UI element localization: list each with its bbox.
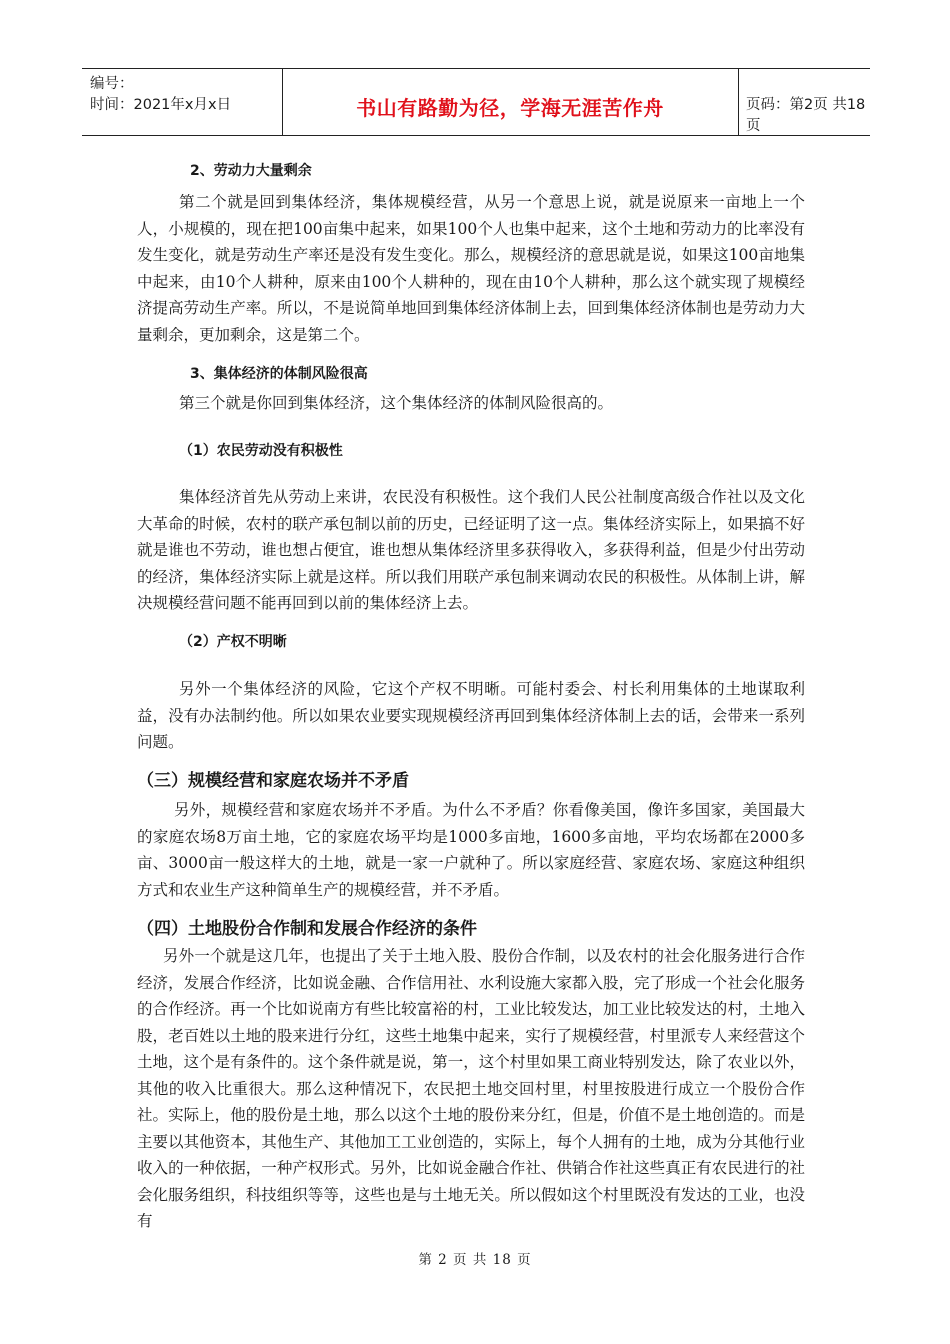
section-heading-3: 3、集体经济的体制风险很高 (190, 366, 368, 382)
section-heading-2: 2、劳动力大量剩余 (190, 163, 312, 179)
part-paragraph-3: 另外，规模经营和家庭农场并不矛盾。为什么不矛盾？你看像美国，像许多国家，美国最大的家庭农场8万亩土地，它的家庭农场平均是1000多亩地，1600多亩地，平均农场都在2000多亩、3000亩一般这样大的土地，就是一家一户就种了。所以家庭经营、家庭农场、家庭这种组织方式和农业生产这种简单生产的规模经营，并不矛盾。 (137, 801, 805, 899)
part-heading-3: （三）规模经营和家庭农场并不矛盾 (137, 771, 409, 791)
motto: 书山有路勤为径，学海无涯苦作舟 (356, 96, 664, 120)
header-motto-cell (282, 69, 739, 135)
section-paragraph-2: 第二个就是回到集体经济，集体规模经营，从另一个意思上说，就是说原来一亩地上一个人，小规模的，现在把100亩集中起来，如果100个人也集中起来，这个土地和劳动力的比率没有发生变化，就是劳动生产率还是没有发生变化。那么，规模经济的意思就是说，如果这100亩地集中起来，由10个人耕种，原来由100个人耕种的，现在由10个人耕种，那么这个就实现了规模经济提高劳动生产率。所以，不是说简单地回到集体经济体制上去，回到集体经济体制也是劳动力大量剩余，更加剩余，这是第二个。 (137, 193, 805, 344)
header-page-cell (738, 69, 870, 135)
subsection-paragraph-3-1: 集体经济首先从劳动上来讲，农民没有积极性。这个我们人民公社制度高级合作社以及文化大革命的时候，农村的联产承包制以前的历史，已经证明了这一点。集体经济实际上，如果搞不好就是谁也不劳动，谁也想占便宜，谁也想从集体经济里多获得收入，多获得利益，但是少付出劳动的经济，集体经济实际上就是这样。所以我们用联产承包制来调动农民的积极性。从体制上讲，解决规模经营问题不能再回到以前的集体经济上去。 (137, 488, 805, 612)
subsection-heading-3-1: （1）农民劳动没有积极性 (179, 443, 343, 459)
page-footer: 第 2 页 共 18 页 (418, 1252, 532, 1268)
part-heading-4: （四）土地股份合作制和发展合作经济的条件 (137, 919, 477, 939)
subsection-paragraph-3-2: 另外一个集体经济的风险，它这个产权不明晰。可能村委会、村长利用集体的土地谋取利益，没有办法制约他。所以如果农业要实现规模经济再回到集体经济体制上去的话，会带来一系列问题。 (137, 680, 805, 751)
page-info: 页码：第2页 共18页 (746, 97, 866, 134)
subsection-heading-3-2: （2）产权不明晰 (179, 634, 287, 650)
section-paragraph-3: 第三个就是你回到集体经济，这个集体经济的体制风险很高的。 (179, 394, 614, 412)
header-meta-cell (82, 69, 283, 135)
header-table (82, 68, 870, 136)
number-label: 编号： (90, 76, 134, 92)
time-label: 时间：2021年x月x日 (90, 97, 232, 113)
part-paragraph-4: 另外一个就是这几年，也提出了关于土地入股、股份合作制，以及农村的社会化服务进行合作经济，发展合作经济，比如说金融、合作信用社、水利设施大家都入股，完了形成一个社会化服务的合作经济。再一个比如说南方有些比较富裕的村，工业比较发达，加工业比较发达的村，土地入股，老百姓以土地的股来进行分红，这些土地集中起来，实行了规模经营，村里派专人来经营这个土地，这个是有条件的。这个条件就是说，第一，这个村里如果工商业特别发达，除了农业以外，其他的收入比重很大。那么这种情况下，农民把土地交回村里，村里按股进行成立一个股份合作社。实际上，他的股份是土地，那么以这个土地的股份来分红，但是，价值不是土地创造的。而是主要以其他资本，其他生产、其他加工工业创造的，实际上，每个人拥有的土地，成为分其他行业收入的一种依据，一种产权形式。另外，比如说金融合作社、供销合作社这些真正有农民进行的社会化服务组织，科技组织等等，这些也是与土地无关。所以假如这个村里既没有发达的工业，也没有 (137, 947, 805, 1230)
